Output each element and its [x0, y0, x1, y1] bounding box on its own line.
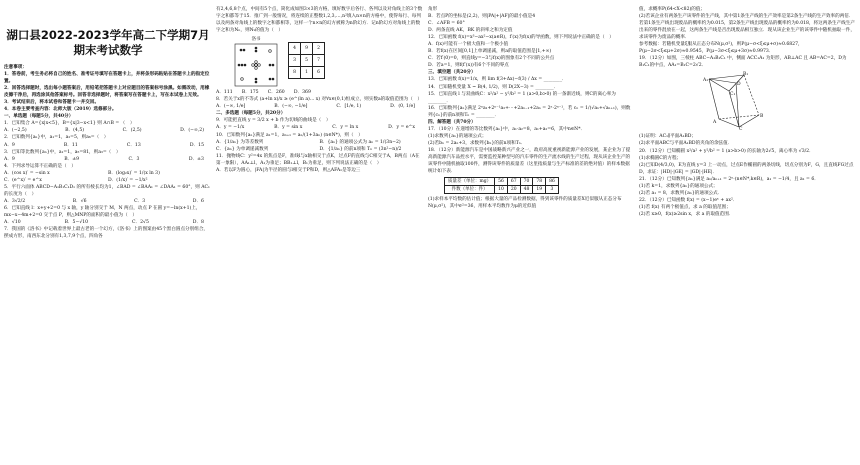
label-c: C: [739, 127, 743, 133]
question-text: (1)若 f(x) 有两个极值点，求 a 的取值范围；: [639, 204, 731, 210]
question-text: 1．已知集合 A={x|x<5}，B={x|3−x<1} 则 A∩B = （ ）: [4, 121, 135, 127]
table-row: 件数（单位：件） 10 20 48 19 3: [445, 186, 559, 194]
luoshu-dots-icon: [234, 43, 278, 87]
question-text: (1)若 k=1，求数列{aₙ}的通项公式；: [639, 183, 718, 189]
options-row: [4, 156, 212, 163]
question-text: 15．已知直线 l 与双曲线C：x²/a² − y²/b² = 1 (a>0,b>0) 的一条渐近线，则C的离心率为________．: [428, 91, 616, 104]
column-1: [4, 6, 212, 462]
magic-square-grid: 4 9 2 3 5 7 8 1 6: [288, 42, 325, 79]
option-choice: D．±3: [188, 156, 204, 162]
question-text: D．两条直线 AK，BK 的斜率之和为定值: [428, 28, 513, 34]
question-list: [639, 133, 855, 218]
question-text: 21．（12分）已知数列{aₙ}满足 aₙ/aₙ₊₁ = 2ⁿ·(n∈N*,k∈R)，a₁ = −1/4，且 a₁ = 6．: [639, 176, 819, 182]
question-text: D．若a=1，则f(f′(x))有6个不同的零点: [428, 63, 509, 69]
table-row: 质量差（单位：mg） 56 67 70 78 86: [445, 178, 559, 186]
page-title: 湖口县2022-2023学年高二下学期7月 期末考试数学: [6, 28, 210, 57]
option-choice: D．(1/x)′ = −1/x²: [108, 177, 148, 183]
question-text: 20．（12分）已知椭圆 x²/a² + y²/b² = 1 (a>b>0) 的长轴为2√5，离心率为 √3/2．: [639, 148, 814, 154]
question-text: 10．已知数列{aₙ}满足 a₁=1，aₙ₊₁ = aₙ/(1+3aₙ) (n∈N*)，则（ ）: [216, 132, 363, 138]
question-list: [4, 120, 212, 240]
label-b: B: [760, 114, 764, 120]
question-text: 3．已知等比数列{aₙ}中，a₁=1，a₅=81，则a₃=（ ）: [4, 149, 121, 155]
options-row: [216, 103, 423, 110]
question-text: (2)已知D(4/3,0)，E为直线 y=3 上一动点，过点E作椭圆的两条切线，切点分别为F，G，且直线FG过点D，求证：|HD|·|GE| = |GD|·|HE|．: [639, 162, 854, 175]
option-choice: A．{1/aₙ} 为等差数列: [216, 139, 264, 145]
option-choice: B．±9: [64, 156, 80, 162]
section-fill: 三、填空题（共20分）: [428, 70, 476, 76]
option-choice: A．√10: [4, 220, 21, 226]
option-choice: D．8: [192, 220, 204, 226]
question-text: 8．若关于x的不等式 (a+ln x)/x ≥ (e^(ln a)... x) 对∀x∈(0,1)恒成立，则实数a的取值范围为（ ）: [216, 97, 423, 103]
option-choice: B．11: [63, 142, 78, 148]
question-text: 22．（12分）已知函数 f(x) = (x−1)eˣ + ax²．: [639, 197, 738, 203]
question-list: [639, 6, 855, 69]
question-text: (2)若该企业有两条生产该零件的生产线，其中第1条生产线的生产效率是第2条生产线的生产效率的两倍．若第1条生产线出现废品的概率约为0.015，第2条生产线出现废品的概率约为0.018，将这两条生产线生产出来的零件混放在一起，这两条生产线是否出现废品相互独立．现从该企业生产的该零件中随机抽取一件，求该零件为废品的概率．: [639, 14, 855, 41]
prism-figure: [639, 69, 855, 133]
option-choice: C．{aₙ} 为单调递减数列: [216, 146, 269, 152]
option-choice: C．3: [134, 198, 146, 204]
question-text: 11．抛物线C：y²=4x 的焦点是F，准线l与x轴相交于点K，过点F的直线与C相交于A，B两点（A在第一象限），AA₁⊥l，A₁为垂足；BB₁⊥l，B₁为垂足，则下列说法正确的是（ ）: [216, 153, 420, 166]
question-text: (1)证明：AC₁∥平面A₁BD；: [639, 134, 697, 140]
label-a: A: [713, 120, 717, 126]
option-choice: B．5−√10: [64, 220, 89, 226]
question-list: [216, 6, 423, 34]
question-list: [428, 196, 634, 210]
options-row: [4, 219, 212, 226]
option-choice: A．(cos x)′ = −sin x: [4, 170, 50, 176]
question-text: B．若点P的坐标是(2,2)，则|PA|+|AF|的最小值是4: [428, 14, 536, 20]
question-list: [428, 6, 634, 69]
options-row: [4, 198, 212, 205]
option-choice: B．y = sin x: [274, 125, 303, 131]
option-choice: A．(−∞, 1/e]: [216, 104, 246, 110]
question-text: C．若f′(0)=0，则直线y=−3与f(x)的图象有2个不同的公共点: [428, 56, 555, 62]
question-text: 有2,4,6,8个点，中间有5个点，简化成如图3×3的方格，填好数字后各行、各列以及对角线上的3个数字之和都等于15．推广到一般情况，将连续的正整数1,2,3,…,n²填入n×n的方格中，使得每行、每列以及两条对角线上的数字之和都相等，这样一个n×n的幻方被称为n阶幻方．记n阶幻方对角线上的数字之和为Nₙ，则N₉的值为（ ）: [216, 7, 423, 34]
question-text: 18．（12分）新能源汽车是中国战略新兴产业之一，政府高度重视新能源产业的发展，某企业为了提高新能源汽车品控水平，需要监控某种型号的汽车零件的生产流水线的生产过程，现从该企业生产的该零件中随机抽取100件，测得该零件的质量差（这里指质量与生产标准的差的绝对值）的样本数据统计如下表．: [428, 147, 631, 175]
option-choice: B．(4,5): [65, 128, 85, 134]
option-choice: C．(2,5): [122, 128, 142, 134]
question-text: 9．可能把直线 y = 3/2 x + b 作为切线的曲线是（ ）: [216, 118, 331, 124]
option-choice: A．9: [4, 156, 15, 162]
column-3: [428, 6, 634, 462]
question-text: A．111 B．175 C．260 D．369: [216, 90, 311, 96]
option-choice: D．(0, 1/e]: [390, 104, 415, 110]
question-text: B．若f(x)在区间[0,1]上单调递减，则a的取值范围是[1,+∞): [428, 49, 552, 55]
notice-block: [4, 64, 212, 113]
option-choice: A．9: [4, 142, 15, 148]
column-2: [216, 6, 423, 462]
luoshu-figure: [234, 36, 423, 87]
question-text: 2．已知数列{aₙ}中，a₁=1，a₂=5，则a₆=（ ）: [4, 135, 109, 141]
question-text: 4．下列求导运算不正确的是（ ）: [4, 163, 76, 169]
option-choice: C．3: [128, 156, 140, 162]
question-text: (2)若 x≥0，f(x)≥2sin x，求 a 的取值范围．: [639, 211, 734, 217]
question-text: 19．（12分）如图，三棱柱 ABC−A₁B₁C₁ 中，侧面 ACC₁A₁ 为矩形，AB⊥AC 且 AB=AC=2，D为B₁C₁的中点，AA₁=B₁C=2√2．: [639, 56, 847, 69]
options-row: [216, 124, 423, 131]
option-choice: D．6: [192, 198, 204, 204]
option-choice: A．3√2/2: [4, 198, 26, 204]
option-choice: A．y = −1/x: [216, 125, 245, 131]
option-choice: D．(−∞,2): [180, 128, 204, 134]
question-text: 7．我国的《洛书》中记载着世界上最古老的一个幻方，《洛书》上的图案由45个黑白圆点分别组合，摆成方形，南西东北分别有1,3,7,9个点，四角各: [4, 227, 209, 240]
section-multi: 二、多选题（每题5分，共20分）: [216, 111, 286, 117]
notice-item: 1．答卷前，考生务必将自己的姓名、准考证号填写在答题卡上，并将条形码粘贴在答题卡上的指定位置。: [4, 72, 210, 85]
options-row: [4, 142, 212, 149]
option-choice: B．{aₙ} 的通项公式为 aₙ = 1/(3n−2): [319, 139, 401, 145]
question-text: 16．已知数列{aₙ}满足 2ⁿa₁+2ⁿ⁻¹a₂+⋯+2aₙ₋₁+2aₙ = 2ⁿ·2ⁿ⁻¹，若 cₙ = 1/(√aₙ+√aₙ₊₁)，则数列{cₙ}的前n项和Tₙ = ________．: [428, 105, 631, 118]
question-text: 值，求概率P(64<X<82)的值；: [639, 7, 706, 12]
section-solve: 四、解答题（共70分）: [428, 119, 476, 125]
option-choice: B．(−∞, −1/e]: [274, 104, 308, 110]
notice-item: 2．回答选择题时，选出每小题答案后，用铅笔把答题卡上对应题目的答案标号涂黑。如需改动，用橡皮擦干净后，再选涂其他答案标号。回答非选择题时，将答案写在答题卡上，写在本试卷上无效。: [4, 86, 210, 99]
table-18: [444, 177, 559, 194]
question-text: 13．已知函数 f(x)=1/x，则 lim f(3+Δx)−f(3) / Δx = ________．: [428, 77, 567, 83]
option-choice: D．15: [189, 142, 204, 148]
question-text: (2)若bₙ = 2aₙ+3，求数列{bₙ}的前n项和Tₙ．: [428, 140, 526, 146]
option-choice: D．y = e^x: [388, 125, 415, 131]
section-single: 一、单选题（每题5分，共40分）: [4, 114, 74, 120]
options-row: [4, 170, 212, 184]
option-choice: C．(e^x)′ = e^x: [4, 177, 42, 183]
question-text: 6．已知直线 l：x+y+2=0 与 x 轴，y 轴分别交于 M，N 两点，动点 P 在圆 y=−ln(x+1)上，mx−x−4m+2=0 交于点 P，则△MNP的面积的最小值为（ ）: [4, 205, 201, 218]
question-text: 角形: [428, 7, 438, 12]
question-text: 参考数据：若随机变量ξ服从正态分布N(μ,σ²)，则P(μ−σ<ξ≤μ+σ)≈0.6827，P(μ−2σ<ξ≤μ+2σ)≈0.9545，P(μ−3σ<ξ≤μ+3σ)≈0.9973．: [639, 42, 803, 55]
question-list: [428, 76, 634, 118]
notice-heading: 注意事项：: [4, 65, 27, 70]
question-text: 12．已知函数 f(x)=x³−ax²−x(a∈R)，f′(x)为f(x)的导函数，则下列说法中正确的是（ ）: [428, 35, 614, 41]
option-choice: B．(log₂x)′ = 1/(x ln 3): [108, 170, 160, 176]
notice-item: 4．本卷主要考查内容：北师大版（2019）选修部分。: [4, 107, 117, 113]
question-text: (2)求平面ABC与平面A₁BD的夹角的余弦值．: [639, 141, 733, 147]
question-text: A．f(x)可能有一个极大值和一个极小值: [428, 42, 509, 48]
option-choice: C．2√5: [131, 220, 149, 226]
luoshu-diagram: [234, 36, 278, 87]
luoshu-caption: 洛书: [251, 37, 261, 43]
options-row: [216, 139, 423, 153]
question-list: [216, 89, 423, 174]
option-choice: A．(−2,5): [4, 128, 27, 134]
question-text: (1)求样本平均数的估计值；根据大量的产品检测数据，得到该零件的质量差X近似服从正态分布N(μ,σ²)，其中σ²=36，用样本平均数作为μ的近似值: [428, 197, 622, 210]
question-text: 17．（10分）在递增的等比数列{aₙ}中，a₁·a₂=8，a₁+a₂=6，其中n∈N*．: [428, 126, 586, 132]
question-text: (1)求数列{aₙ}的通项公式；: [428, 133, 487, 139]
notice-item: 3．考试结束后，将本试卷和答题卡一并交回。: [4, 100, 100, 106]
question-text: 5．平行六面体 ABCD−A₁B₁C₁D₁ 的所有棱长均为1，∠BAD = ∠BAA₁ = ∠DAA₁ = 60°，则 AC₁ 的长度为（ ）: [4, 184, 210, 197]
option-choice: C．[1/e, 1): [336, 104, 362, 110]
label-b1: B₁: [743, 72, 749, 78]
label-c1: C₁: [730, 92, 736, 98]
question-text: A．若以F为圆心，|FA|为半径的圆与l相交于P和D，则△AFA₁是等边三: [216, 167, 361, 173]
question-text: (2)若 a₁ = 8，求数列{aₙ}的通项公式．: [639, 190, 723, 196]
question-text: 14．已知随机变量 X ~ B(4, 1/2)，则 D(2X−3) = ________．: [428, 84, 559, 90]
option-choice: C．13: [126, 142, 141, 148]
option-choice: B．√6: [72, 198, 87, 204]
column-4: [639, 6, 855, 462]
options-row: [4, 127, 212, 134]
question-list: [428, 126, 634, 175]
label-d: D: [737, 82, 741, 88]
option-choice: C．y = ln x: [332, 125, 359, 131]
question-text: C．∠AFB = 60°: [428, 21, 465, 27]
label-a1: A₁: [703, 78, 709, 84]
question-text: (1)求椭圆C的方程；: [639, 155, 682, 161]
option-choice: D．{1/aₙ} 的前n项和 Tₙ = (3n²−n)/2: [319, 146, 402, 152]
